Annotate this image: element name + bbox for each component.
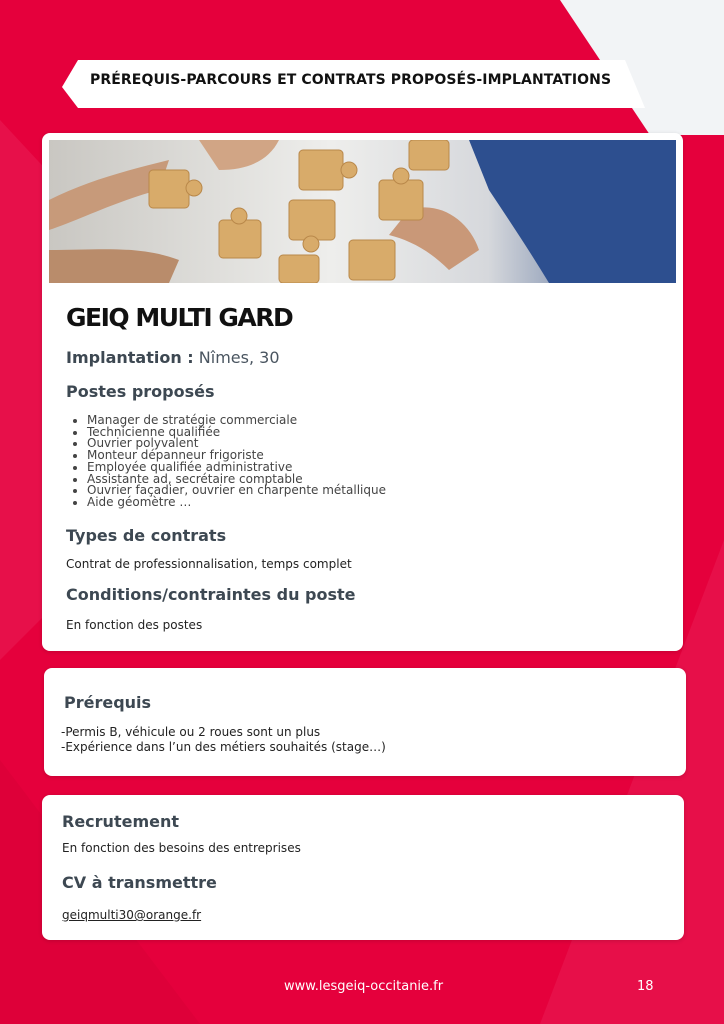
cv-heading: CV à transmettre	[62, 873, 217, 892]
prerequis-line-2: -Expérience dans l’un des métiers souhaités (stage…)	[61, 740, 386, 754]
list-item: • Ouvrier polyvalent	[87, 438, 587, 450]
list-item: • Aide géomètre …	[87, 497, 587, 509]
postes-heading: Postes proposés	[66, 382, 215, 401]
org-name: GEIQ MULTI GARD	[66, 303, 293, 332]
list-item: • Assistante ad, secrétaire comptable	[87, 474, 587, 486]
recrutement-heading: Recrutement	[62, 812, 179, 831]
list-item: • Technicienne qualifiée	[87, 427, 587, 439]
conditions-heading: Conditions/contraintes du poste	[66, 585, 356, 604]
contrats-text: Contrat de professionnalisation, temps complet	[66, 557, 352, 571]
contrats-heading: Types de contrats	[66, 526, 227, 545]
recrutement-text: En fonction des besoins des entreprises	[62, 841, 301, 855]
implantation	[66, 348, 280, 367]
implantation-value: Nîmes, 30	[198, 348, 280, 367]
puzzle-hands-photo	[49, 140, 676, 283]
list-item: • Manager de stratégie commerciale	[87, 415, 587, 427]
recrutement-card	[42, 795, 684, 940]
page-number: 18	[637, 979, 654, 994]
implantation-label: Implantation :	[66, 348, 194, 367]
postes-list	[67, 415, 587, 509]
org-card	[42, 133, 683, 651]
list-item: • Ouvrier façadier, ouvrier en charpente métallique	[87, 485, 587, 497]
conditions-text: En fonction des postes	[66, 618, 203, 632]
email-link[interactable]: geiqmulti30@orange.fr	[62, 908, 202, 922]
prerequis-card	[44, 668, 686, 776]
list-item: • Monteur dépanneur frigoriste	[87, 450, 587, 462]
footer-website[interactable]: www.lesgeiq-occitanie.fr	[284, 979, 444, 994]
page-title: PRÉREQUIS-PARCOURS ET CONTRATS PROPOSÉS-IMPLANTATIONS	[90, 72, 612, 88]
prerequis-line-1: -Permis B, véhicule ou 2 roues sont un plus	[61, 725, 321, 739]
prerequis-heading: Prérequis	[64, 693, 152, 712]
list-item: • Employée qualifiée administrative	[87, 462, 587, 474]
